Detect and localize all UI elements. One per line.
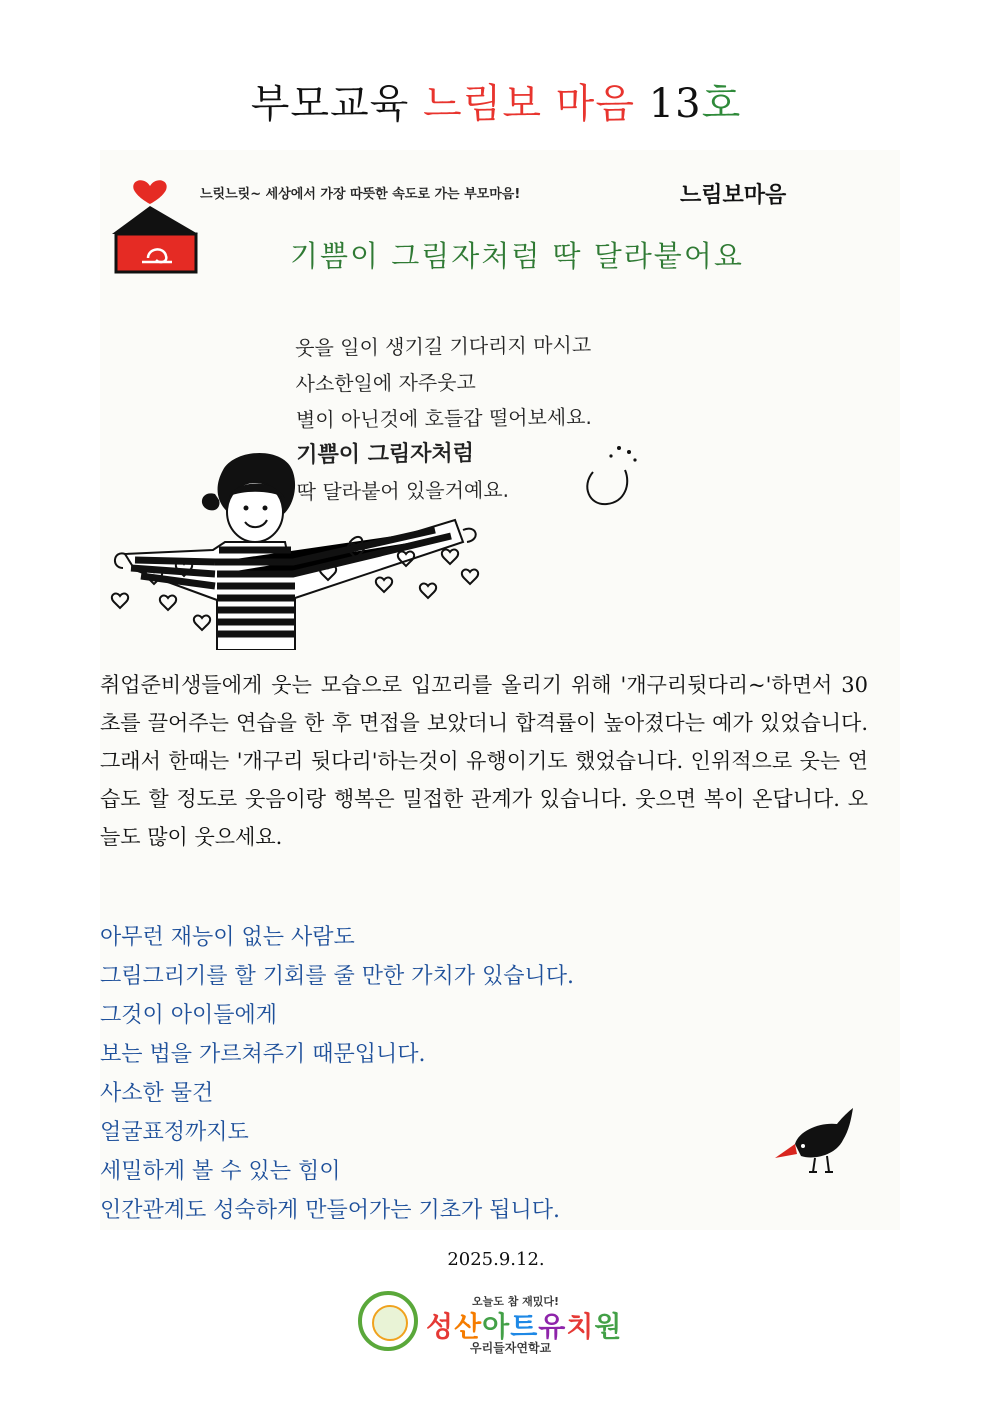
school-name-char: 아 [482,1310,511,1343]
poem-line: 딱 달라붙어 있을거예요. [296,477,510,504]
header-tagline: 느릿느릿~ 세상에서 가장 따뜻한 속도로 가는 부모마음! [200,187,521,202]
falling-hearts-decoration [100,530,520,650]
poem-line: 별이 아닌것에 호들갑 떨어보세요. [295,404,592,432]
quote-block [100,918,574,1230]
illustration-subtitle: 기쁨이 그림자처럼 딱 달라붙어요 [290,239,744,273]
title-issue-suffix: 호 [701,81,742,127]
school-emblem-center [372,1305,408,1341]
poem-line: 웃을 일이 생기길 기다리지 마시고 [295,332,592,360]
quote-line: 그림그리기를 할 기회를 줄 만한 가치가 있습니다. [100,964,574,989]
header-brand: 느림보마음 [680,183,787,208]
quote-line: 얼굴표정까지도 [100,1120,249,1145]
quote-line: 인간관계도 성숙하게 만들어가는 기초가 됩니다. [100,1198,561,1223]
quote-line: 세밀하게 볼 수 있는 힘이 [100,1159,341,1184]
school-tagline: 오늘도 참 재밌다! [472,1295,560,1308]
smile-doodle-icon [575,440,655,520]
title-series-name: 느림보 마음 [423,81,635,127]
quote-line: 보는 법을 가르쳐주기 때문입니다. [100,1042,426,1067]
school-name-char: 트 [510,1310,539,1343]
school-subtitle: 우리들자연학교 [470,1341,552,1355]
issue-date: 2025.9.12. [447,1249,545,1270]
school-name-char: 산 [454,1310,483,1343]
house-heart-icon [108,172,208,277]
poem-line-emphasis: 기쁨이 그림자처럼 [296,441,475,468]
quote-line: 아무런 재능이 없는 사람도 [100,925,355,950]
poem-line: 사소한일에 자주웃고 [295,370,476,396]
quote-line: 그것이 아이들에게 [100,1003,278,1028]
school-name-char: 원 [594,1310,623,1343]
body-paragraph: 취업준비생들에게 웃는 모습으로 입꼬리를 올리기 위해 '개구리뒷다리~'하면서 30초를 끌어주는 연습을 한 후 면접을 보았더니 합격률이 높아졌다는 예가 있었습니다. 그래서 한때는 '개구리 뒷다리'하는것이 유행이기도 했었습니다. 인위적으로 웃는 연습도 할 정도로 웃음이랑 행복은 밀접한 관계가 있습니다. 웃으면 복이 온답니다. 오늘도 많이 웃으세요. [100,673,868,849]
school-name-char: 성 [426,1310,455,1343]
school-emblem-icon [358,1291,418,1351]
school-name-char: 치 [566,1310,595,1343]
title-prefix: 부모교육 [250,81,410,127]
school-name-char: 유 [538,1310,567,1343]
quote-line: 사소한 물건 [100,1081,214,1106]
title-issue-number: 13 [648,81,702,127]
crow-icon [765,1100,865,1180]
page-title [0,72,992,129]
